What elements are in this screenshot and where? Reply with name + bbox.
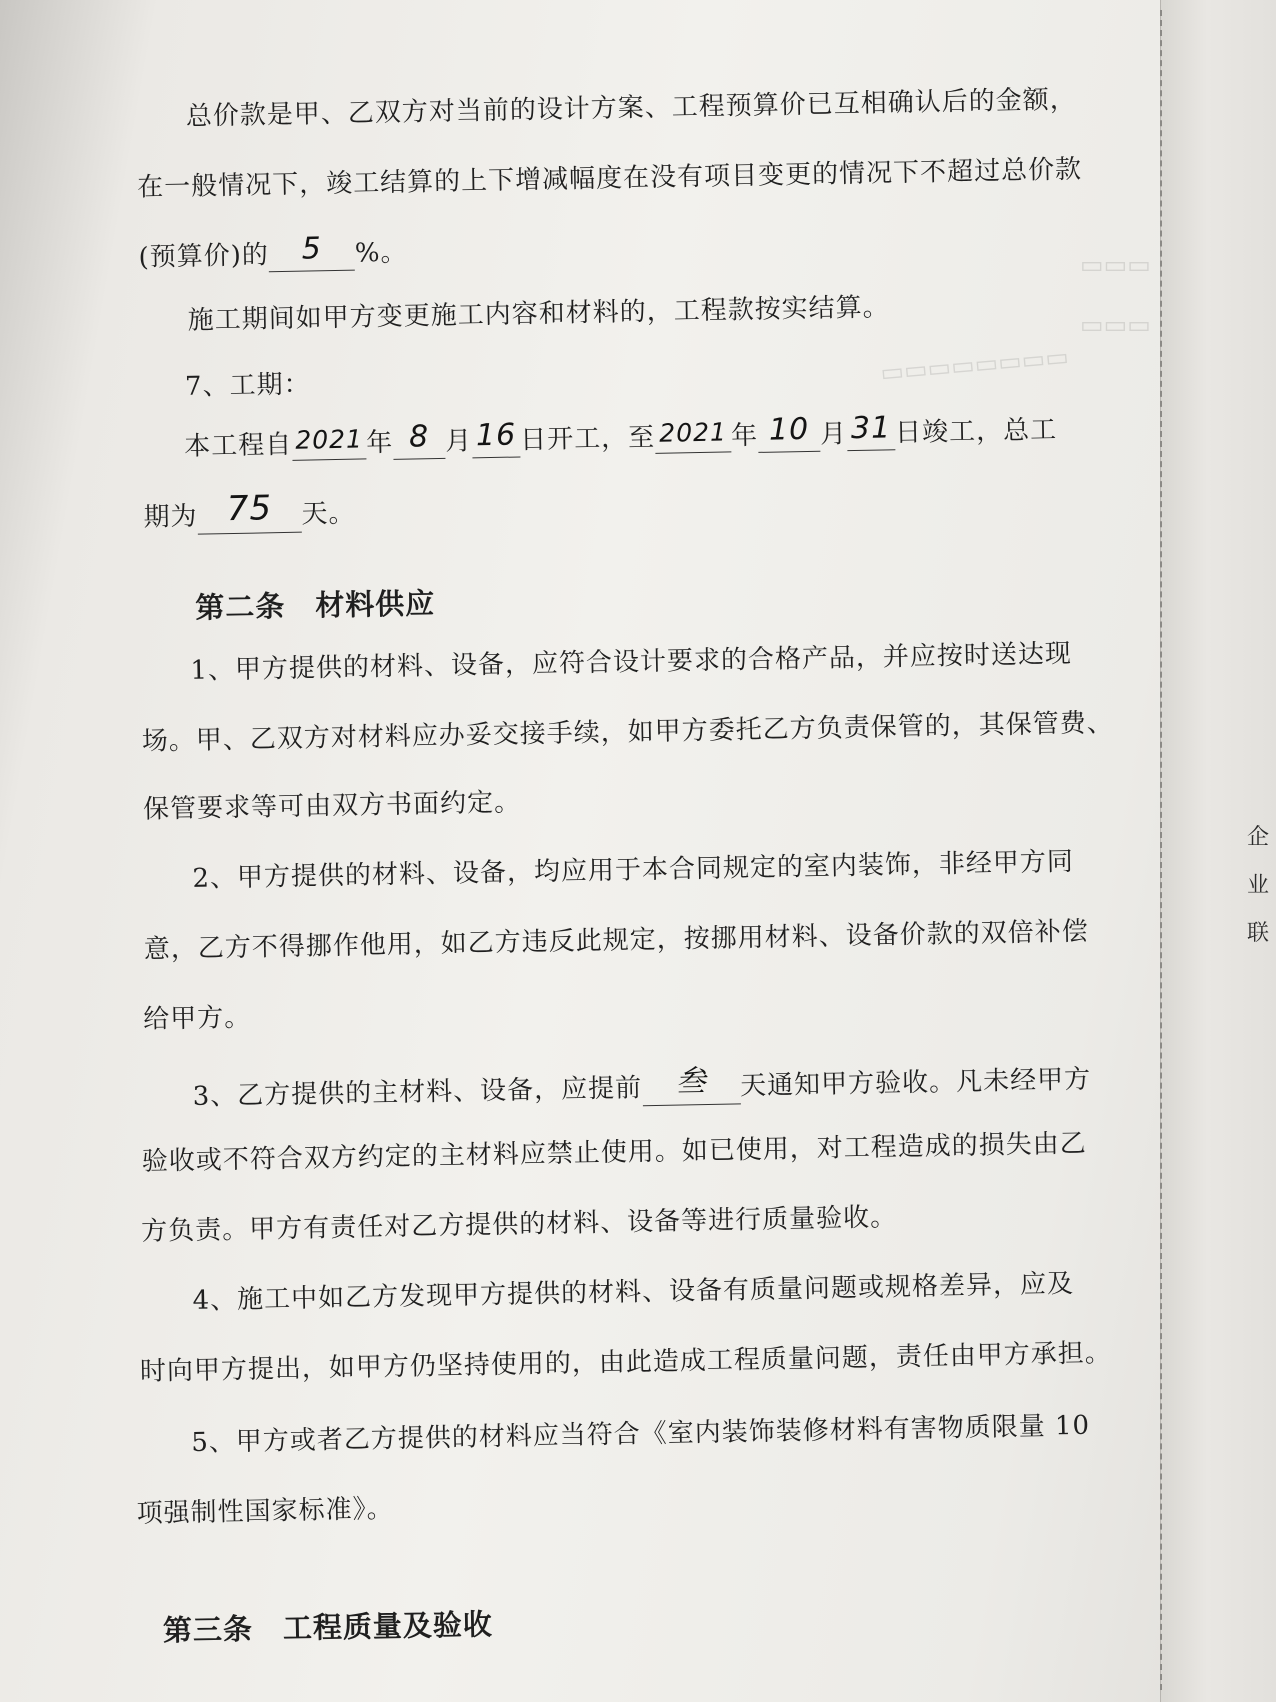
schedule-line (184, 409, 1058, 464)
line-text: 天。 (301, 498, 356, 530)
paragraph-line: 在一般情况下，竣工结算的上下增减幅度在没有项目变更的情况下不超过总价款 (136, 154, 1083, 203)
line-text: 月 (819, 419, 848, 450)
bleed-through-mark: ▭▭▭ (1080, 310, 1151, 339)
paragraph-line: 保管要求等可由双方书面约定。 (142, 787, 522, 825)
paragraph-line: 2、甲方提供的材料、设备，均应用于本合同规定的室内装饰，非经甲方同 (192, 846, 1075, 894)
line-text: 年 (730, 420, 759, 452)
stub-label-char-1: 企 (1247, 825, 1270, 850)
duration-blank (197, 488, 302, 535)
inspection-notice-line (192, 1053, 1091, 1115)
start-year-blank (292, 424, 367, 460)
paragraph-line: 验收或不符合双方约定的主材料应禁止使用。如已使用，对工程造成的损失由乙 (141, 1128, 1088, 1177)
paragraph-line: 5、甲方或者乙方提供的材料应当符合《室内装饰装修材料有害物质限量 10 (191, 1410, 1091, 1458)
handwritten-start-year: 2021 (295, 424, 364, 455)
bleed-through-stamp: ▭▭▭▭▭▭▭▭ (879, 341, 1070, 388)
percent-blank (268, 231, 355, 273)
line-text: 3、乙方提供的主材料、设备，应提前 (192, 1073, 643, 1112)
section-2-heading: 第二条 材料供应 (194, 586, 436, 625)
paragraph-line: 总价款是甲、乙双方对当前的设计方案、工程预算价已互相确认后的金额， (185, 84, 1077, 132)
start-day-blank (472, 417, 521, 458)
handwritten-end-month: 10 (768, 411, 810, 448)
handwritten-end-day: 31 (850, 410, 892, 447)
end-month-blank (758, 411, 821, 453)
line-text: 日竣工，总工 (894, 415, 1058, 449)
paragraph-line: 给甲方。 (142, 1002, 252, 1035)
line-text: 日开工，至 (519, 422, 656, 456)
carbon-copy-stub (1160, 0, 1276, 1702)
line-text: 天通知甲方验收。凡未经甲方 (739, 1064, 1092, 1102)
line-text: 本工程自 (183, 429, 293, 462)
handwritten-percent: 5 (301, 231, 323, 267)
handwritten-notice-days: 叁 (675, 1064, 707, 1100)
paragraph-line: 时向甲方提出，如甲方仍坚持使用的，由此造成工程质量问题，责任由甲方承担。 (139, 1338, 1113, 1387)
paragraph-line: 施工期间如甲方变更施工内容和材料的，工程款按实结算。 (187, 292, 890, 336)
notice-days-blank (642, 1059, 741, 1106)
section-3-heading: 第三条 工程质量及验收 (162, 1607, 494, 1648)
paragraph-line: 1、甲方提供的材料、设备，应符合设计要求的合格产品，并应按时送达现 (190, 638, 1073, 686)
end-day-blank (847, 410, 896, 451)
paragraph-line: 方负责。甲方有责任对乙方提供的材料、设备等进行质量验收。 (140, 1202, 898, 1247)
line-text: 月 (444, 426, 473, 457)
bleed-through-mark: ▭▭▭ (1080, 250, 1151, 279)
handwritten-end-year: 2021 (658, 417, 728, 448)
paragraph-line: 场。甲、乙双方对材料应办妥交接手续，如甲方委托乙方负责保管的，其保管费、 (141, 708, 1114, 757)
end-year-blank (655, 417, 732, 453)
start-month-blank (393, 419, 446, 460)
warranty-range-line (138, 232, 408, 275)
line-text: 期为 (143, 501, 198, 533)
stub-label-char-3: 联 (1247, 921, 1270, 946)
handwritten-start-day: 16 (475, 417, 517, 454)
duration-line (143, 488, 356, 536)
line-text: 年 (365, 427, 394, 459)
paragraph-line: 7、工期： (184, 369, 311, 402)
paragraph-line: 项强制性国家标准》。 (136, 1494, 394, 1530)
paragraph-line: 4、施工中如乙方发现甲方提供的材料、设备有质量问题或规格差异，应及 (192, 1268, 1075, 1316)
paragraph-line: 意，乙方不得挪作他用，如乙方违反此规定，按挪用材料、设备价款的双倍补偿 (143, 916, 1089, 965)
stub-label-char-2: 业 (1247, 873, 1270, 898)
line-text: %。 (354, 237, 408, 269)
handwritten-start-month: 8 (408, 419, 430, 455)
line-text: (预算价)的 (138, 240, 270, 273)
handwritten-duration: 75 (226, 488, 273, 530)
